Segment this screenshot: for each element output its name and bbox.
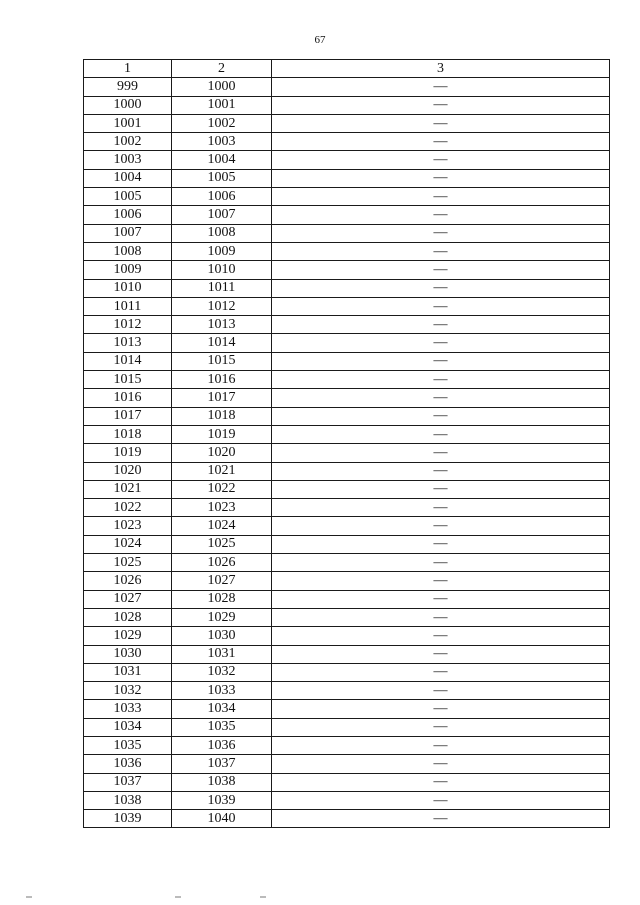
table-cell-col-3: — xyxy=(272,371,610,389)
table-cell-col-3: — xyxy=(272,608,610,626)
table-row xyxy=(84,480,610,498)
table-cell-col-2: 1023 xyxy=(172,499,272,517)
table-row xyxy=(84,736,610,754)
table-cell-col-2: 1008 xyxy=(172,224,272,242)
table-cell-col-3: — xyxy=(272,334,610,352)
table-cell-col-1: 1021 xyxy=(84,480,172,498)
table-cell-col-2: 1005 xyxy=(172,169,272,187)
table-row xyxy=(84,242,610,260)
table-row xyxy=(84,334,610,352)
table-cell-col-3: — xyxy=(272,462,610,480)
table-cell-col-3: — xyxy=(272,499,610,517)
table-cell-col-2: 1033 xyxy=(172,682,272,700)
table-cell-col-3: — xyxy=(272,663,610,681)
table-row xyxy=(84,444,610,462)
table-row xyxy=(84,590,610,608)
table-cell-col-2: 1040 xyxy=(172,810,272,828)
table-row xyxy=(84,114,610,132)
table-cell-col-1: 1031 xyxy=(84,663,172,681)
table-row xyxy=(84,224,610,242)
table-cell-col-2: 1019 xyxy=(172,425,272,443)
table-cell-col-3: — xyxy=(272,535,610,553)
table-row xyxy=(84,206,610,224)
table-cell-col-1: 1015 xyxy=(84,371,172,389)
table-cell-col-2: 1006 xyxy=(172,188,272,206)
table-cell-col-3: — xyxy=(272,425,610,443)
table-cell-col-1: 1032 xyxy=(84,682,172,700)
table-cell-col-3: — xyxy=(272,627,610,645)
table-cell-col-2: 1025 xyxy=(172,535,272,553)
table-row xyxy=(84,517,610,535)
table-cell-col-2: 1001 xyxy=(172,96,272,114)
table-row xyxy=(84,627,610,645)
table-cell-col-1: 1029 xyxy=(84,627,172,645)
table-cell-col-3: — xyxy=(272,279,610,297)
table-cell-col-1: 1012 xyxy=(84,316,172,334)
table-cell-col-1: 1038 xyxy=(84,791,172,809)
table-row xyxy=(84,773,610,791)
table-cell-col-2: 1038 xyxy=(172,773,272,791)
table-cell-col-1: 1023 xyxy=(84,517,172,535)
table-cell-col-1: 1026 xyxy=(84,572,172,590)
table-cell-col-2: 1012 xyxy=(172,297,272,315)
table-cell-col-1: 1018 xyxy=(84,425,172,443)
table-cell-col-1: 1013 xyxy=(84,334,172,352)
table-cell-col-1: 1027 xyxy=(84,590,172,608)
table-cell-col-1: 1035 xyxy=(84,736,172,754)
table-row xyxy=(84,755,610,773)
table-cell-col-3: — xyxy=(272,810,610,828)
header-row xyxy=(84,60,610,78)
table-cell-col-2: 1010 xyxy=(172,261,272,279)
page-number: 67 xyxy=(314,34,326,46)
table-cell-col-1: 1019 xyxy=(84,444,172,462)
data-table xyxy=(83,59,610,828)
table-row xyxy=(84,133,610,151)
table-cell-col-3: — xyxy=(272,517,610,535)
table-row xyxy=(84,279,610,297)
table-cell-col-3: — xyxy=(272,718,610,736)
table-cell-col-2: 1029 xyxy=(172,608,272,626)
table-cell-col-3: — xyxy=(272,736,610,754)
table-cell-col-3: — xyxy=(272,78,610,96)
table-cell-col-1: 1028 xyxy=(84,608,172,626)
table-cell-col-1: 1005 xyxy=(84,188,172,206)
table-cell-col-3: — xyxy=(272,389,610,407)
table-cell-col-3: — xyxy=(272,590,610,608)
scan-marks xyxy=(0,896,640,902)
table-row xyxy=(84,425,610,443)
table-cell-col-2: 1021 xyxy=(172,462,272,480)
table-row xyxy=(84,535,610,553)
table-cell-col-2: 1020 xyxy=(172,444,272,462)
table-cell-col-2: 1013 xyxy=(172,316,272,334)
table-row xyxy=(84,608,610,626)
table-cell-col-2: 1003 xyxy=(172,133,272,151)
table-cell-col-3: — xyxy=(272,755,610,773)
table-cell-col-2: 1030 xyxy=(172,627,272,645)
table-cell-col-3: — xyxy=(272,188,610,206)
table-cell-col-2: 1026 xyxy=(172,554,272,572)
table-body xyxy=(84,78,610,828)
table-cell-col-3: — xyxy=(272,407,610,425)
table-cell-col-2: 1022 xyxy=(172,480,272,498)
table-row xyxy=(84,407,610,425)
table-cell-col-3: — xyxy=(272,261,610,279)
table-cell-col-2: 1004 xyxy=(172,151,272,169)
table-cell-col-3: — xyxy=(272,242,610,260)
table-cell-col-3: — xyxy=(272,133,610,151)
table-row xyxy=(84,151,610,169)
table-cell-col-1: 1025 xyxy=(84,554,172,572)
table-cell-col-3: — xyxy=(272,554,610,572)
table-cell-col-2: 1031 xyxy=(172,645,272,663)
table-cell-col-1: 1024 xyxy=(84,535,172,553)
table-row xyxy=(84,462,610,480)
table-row xyxy=(84,791,610,809)
table-cell-col-3: — xyxy=(272,316,610,334)
table-cell-col-2: 1024 xyxy=(172,517,272,535)
table-cell-col-1: 1037 xyxy=(84,773,172,791)
table-cell-col-1: 1010 xyxy=(84,279,172,297)
table-row xyxy=(84,78,610,96)
table-cell-col-2: 1018 xyxy=(172,407,272,425)
table-row xyxy=(84,810,610,828)
table-cell-col-3: — xyxy=(272,169,610,187)
table-cell-col-2: 1000 xyxy=(172,78,272,96)
table-cell-col-1: 1030 xyxy=(84,645,172,663)
table-row xyxy=(84,297,610,315)
table-row xyxy=(84,316,610,334)
table-cell-col-1: 1022 xyxy=(84,499,172,517)
table-cell-col-3: — xyxy=(272,791,610,809)
table-row xyxy=(84,663,610,681)
table-cell-col-3: — xyxy=(272,645,610,663)
table-cell-col-2: 1036 xyxy=(172,736,272,754)
table-row xyxy=(84,572,610,590)
table-row xyxy=(84,554,610,572)
column-header-3: 3 xyxy=(272,60,610,78)
table-cell-col-1: 1009 xyxy=(84,261,172,279)
table-cell-col-1: 1017 xyxy=(84,407,172,425)
table-cell-col-2: 1009 xyxy=(172,242,272,260)
table-cell-col-3: — xyxy=(272,96,610,114)
table-cell-col-1: 1007 xyxy=(84,224,172,242)
table-cell-col-1: 1008 xyxy=(84,242,172,260)
table-cell-col-1: 1011 xyxy=(84,297,172,315)
table-cell-col-2: 1002 xyxy=(172,114,272,132)
table-cell-col-3: — xyxy=(272,224,610,242)
column-header-1: 1 xyxy=(84,60,172,78)
table-cell-col-1: 999 xyxy=(84,78,172,96)
table-row xyxy=(84,718,610,736)
table-cell-col-1: 1003 xyxy=(84,151,172,169)
table-cell-col-3: — xyxy=(272,480,610,498)
table-header xyxy=(84,60,610,78)
table-cell-col-2: 1039 xyxy=(172,791,272,809)
table-cell-col-3: — xyxy=(272,773,610,791)
table-row xyxy=(84,261,610,279)
table-row xyxy=(84,645,610,663)
table-row xyxy=(84,371,610,389)
table-cell-col-2: 1027 xyxy=(172,572,272,590)
table-cell-col-2: 1034 xyxy=(172,700,272,718)
table-cell-col-2: 1017 xyxy=(172,389,272,407)
table-cell-col-3: — xyxy=(272,206,610,224)
table-cell-col-2: 1015 xyxy=(172,352,272,370)
table-cell-col-1: 1016 xyxy=(84,389,172,407)
table-cell-col-2: 1032 xyxy=(172,663,272,681)
table-cell-col-3: — xyxy=(272,114,610,132)
table-cell-col-2: 1014 xyxy=(172,334,272,352)
table-cell-col-2: 1028 xyxy=(172,590,272,608)
scan-mark xyxy=(175,896,181,898)
table-cell-col-1: 1014 xyxy=(84,352,172,370)
table-cell-col-2: 1037 xyxy=(172,755,272,773)
table-cell-col-1: 1036 xyxy=(84,755,172,773)
table-cell-col-2: 1035 xyxy=(172,718,272,736)
scan-mark xyxy=(260,896,266,898)
table-cell-col-1: 1006 xyxy=(84,206,172,224)
table-cell-col-1: 1020 xyxy=(84,462,172,480)
table-cell-col-2: 1007 xyxy=(172,206,272,224)
table-row xyxy=(84,352,610,370)
table-row xyxy=(84,389,610,407)
table-cell-col-3: — xyxy=(272,151,610,169)
table-cell-col-3: — xyxy=(272,572,610,590)
scan-mark xyxy=(26,896,32,898)
table-cell-col-3: — xyxy=(272,700,610,718)
table-cell-col-2: 1016 xyxy=(172,371,272,389)
table-row xyxy=(84,96,610,114)
table-cell-col-3: — xyxy=(272,444,610,462)
table-cell-col-1: 1001 xyxy=(84,114,172,132)
table-row xyxy=(84,499,610,517)
table-cell-col-1: 1033 xyxy=(84,700,172,718)
table-cell-col-2: 1011 xyxy=(172,279,272,297)
table-cell-col-1: 1002 xyxy=(84,133,172,151)
table-row xyxy=(84,169,610,187)
table-cell-col-1: 1039 xyxy=(84,810,172,828)
table-cell-col-3: — xyxy=(272,682,610,700)
table-cell-col-1: 1034 xyxy=(84,718,172,736)
table-row xyxy=(84,188,610,206)
table-cell-col-1: 1004 xyxy=(84,169,172,187)
table-cell-col-3: — xyxy=(272,297,610,315)
column-header-2: 2 xyxy=(172,60,272,78)
table-cell-col-3: — xyxy=(272,352,610,370)
table-row xyxy=(84,700,610,718)
table-row xyxy=(84,682,610,700)
table-cell-col-1: 1000 xyxy=(84,96,172,114)
